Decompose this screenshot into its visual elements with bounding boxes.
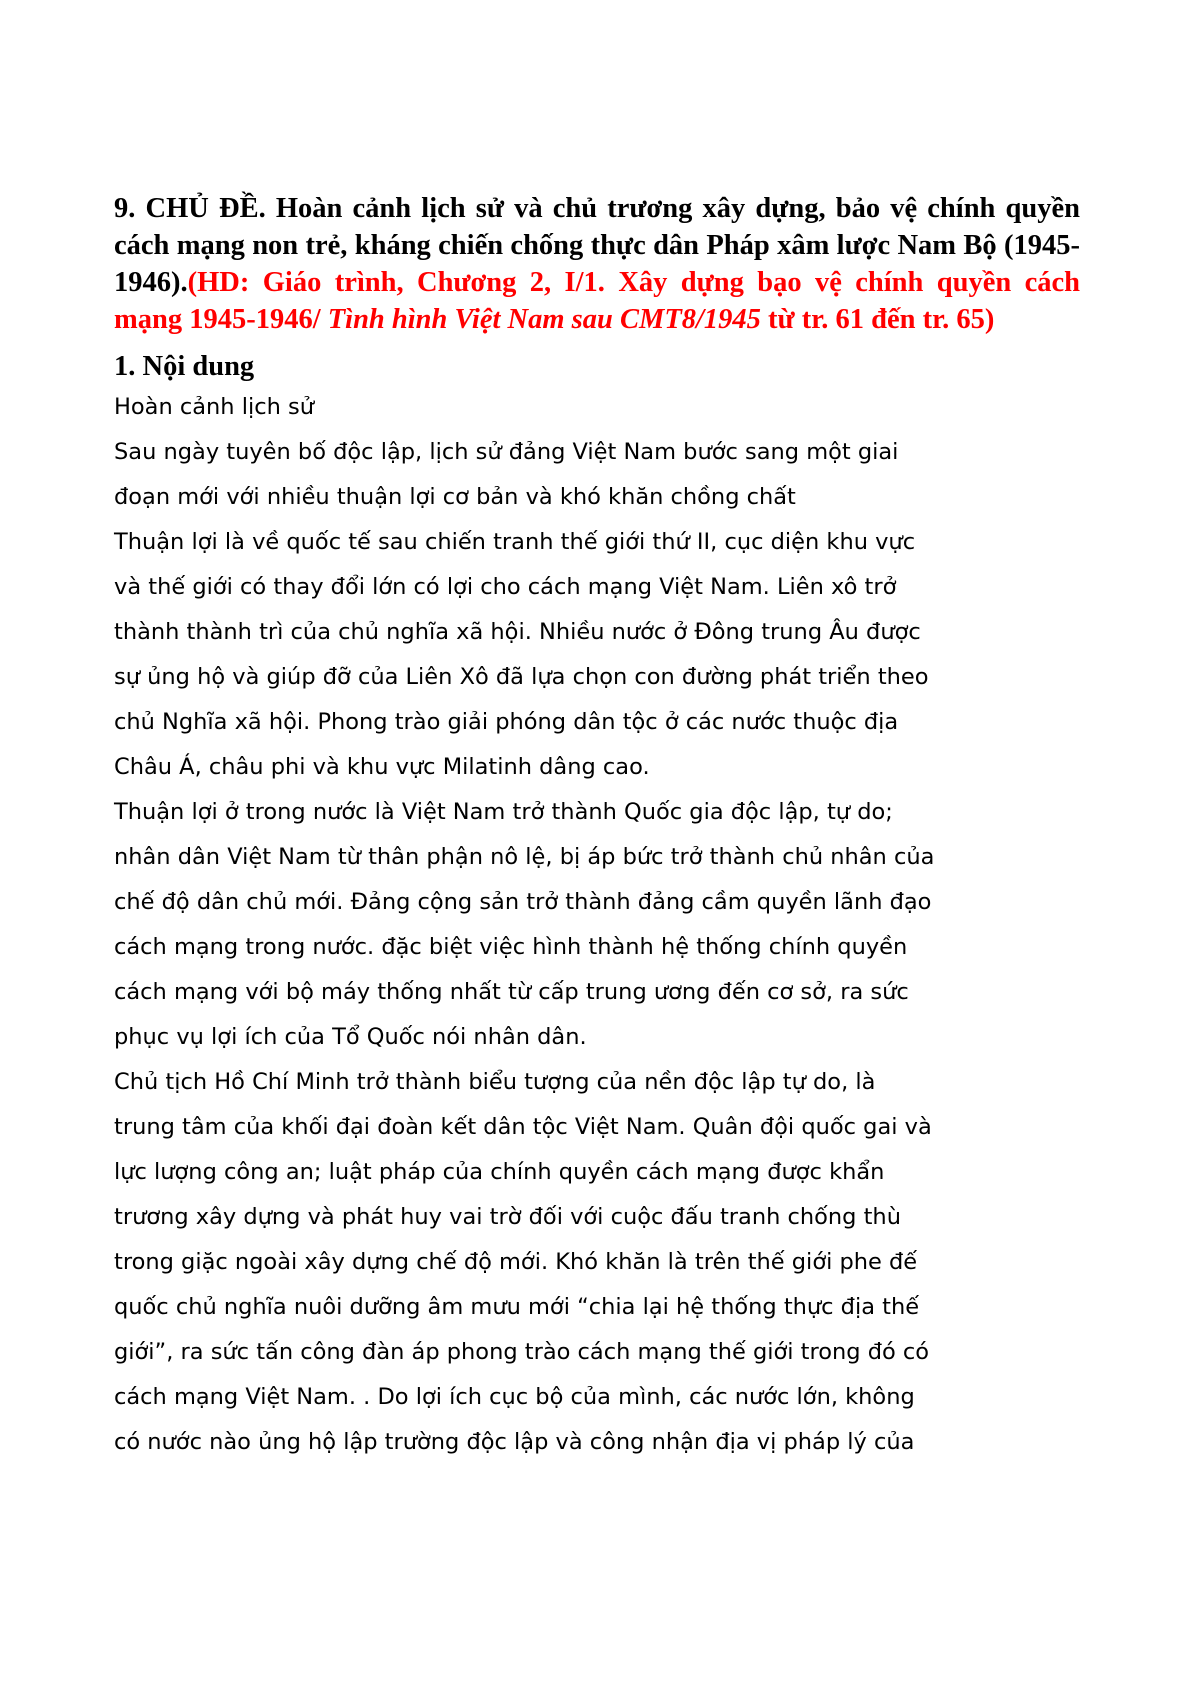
heading-reference-part-2: từ tr. 61 đến tr. 65) [760,304,995,335]
paragraph-line: đoạn mới với nhiều thuận lợi cơ bản và khó khăn chồng chất [114,484,796,510]
heading-title: 9. CHỦ ĐỀ. Hoàn cảnh lịch sử và chủ trương xây dựng, bảo vệ chính quyền cách mạng non trẻ, kháng chiến chống thực dân Pháp xâm lược Nam Bộ (1945-1946). [114,193,1080,298]
body-text [114,385,1080,1465]
paragraph-line: Chủ tịch Hồ Chí Minh trở thành biểu tượng của nền độc lập tự do, là [114,1069,876,1095]
paragraph-line: nhân dân Việt Nam từ thân phận nô lệ, bị áp bức trở thành chủ nhân của [114,844,935,870]
paragraph-line: trong giặc ngoài xây dựng chế độ mới. Khó khăn là trên thế giới phe đế [114,1249,918,1275]
paragraph-list [114,430,1080,1465]
document-page [114,190,1080,1465]
paragraph-line: lực lượng công an; luật pháp của chính quyền cách mạng được khẩn [114,1159,885,1185]
paragraph [114,790,1080,1060]
paragraph [114,520,1080,790]
paragraph-line: Châu Á, châu phi và khu vực Milatinh dâng cao. [114,754,650,780]
paragraph-line: cách mạng trong nước. đặc biệt việc hình thành hệ thống chính quyền [114,934,908,960]
paragraph-line: và thế giới có thay đổi lớn có lợi cho cách mạng Việt Nam. Liên xô trở [114,574,897,600]
paragraph-line: chế độ dân chủ mới. Đảng cộng sản trở thành đảng cầm quyền lãnh đạo [114,889,932,915]
paragraph [114,430,1080,520]
paragraph-line: giới”, ra sức tấn công đàn áp phong trào cách mạng thế giới trong đó có [114,1339,930,1365]
paragraph-line: Sau ngày tuyên bố độc lập, lịch sử đảng Việt Nam bước sang một giai [114,439,899,465]
paragraph-line: có nước nào ủng hộ lập trường độc lập và công nhận địa vị pháp lý của [114,1429,915,1455]
subtitle: Hoàn cảnh lịch sử [114,394,314,420]
section-title: 1. Nội dung [114,351,255,382]
paragraph-line: sự ủng hộ và giúp đỡ của Liên Xô đã lựa chọn con đường phát triển theo [114,664,929,690]
paragraph [114,1060,1080,1465]
paragraph-line: trung tâm của khối đại đoàn kết dân tộc Việt Nam. Quân đội quốc gai và [114,1114,932,1140]
paragraph-line: trương xây dựng và phát huy vai trờ đối với cuộc đấu tranh chống thù [114,1204,901,1230]
paragraph-line: cách mạng Việt Nam. . Do lợi ích cục bộ của mình, các nước lớn, không [114,1384,915,1410]
paragraph-line: thành thành trì của chủ nghĩa xã hội. Nhiều nước ở Đông trung Âu được [114,619,921,645]
paragraph-line: chủ Nghĩa xã hội. Phong trào giải phóng dân tộc ở các nước thuộc địa [114,709,899,735]
paragraph-line: phục vụ lợi ích của Tổ Quốc nói nhân dân. [114,1024,587,1050]
paragraph-line: cách mạng với bộ máy thống nhất từ cấp trung ương đến cơ sở, ra sức [114,979,909,1005]
paragraph-line: quốc chủ nghĩa nuôi dưỡng âm mưu mới “chia lại hệ thống thực địa thế [114,1294,920,1320]
paragraph-line: Thuận lợi ở trong nước là Việt Nam trở thành Quốc gia độc lập, tự do; [114,799,893,825]
heading-reference-italic: Tình hình Việt Nam sau CMT8/1945 [327,304,761,335]
topic-heading [114,190,1080,338]
paragraph-line: Thuận lợi là về quốc tế sau chiến tranh thế giới thứ II, cục diện khu vực [114,529,916,555]
heading-reference-part-1: (HD: Giáo trình, Chương 2, I/1. Xây dựng bạo vệ chính quyền cách mạng 1945-1946/ [114,267,1080,335]
heading-reference [114,267,1080,335]
